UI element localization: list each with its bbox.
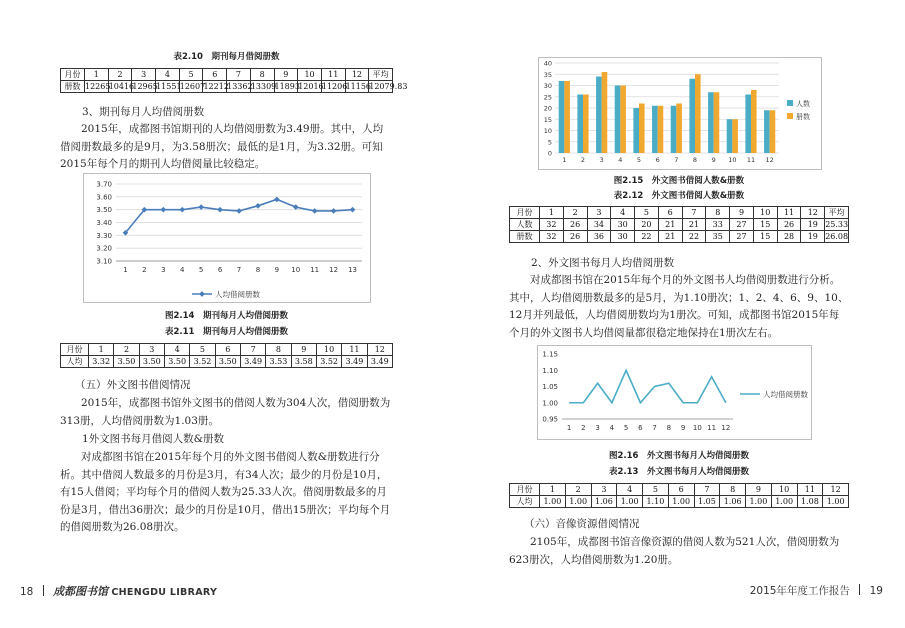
table-cell: 12965: [132, 82, 158, 91]
table-cell: 2: [114, 344, 139, 356]
table-cell: 11156: [345, 82, 372, 91]
footer-divider: [43, 585, 44, 596]
x-tick-label: 3: [595, 424, 600, 432]
table-cell: 26.08: [825, 232, 849, 241]
bar: [689, 79, 695, 153]
bar: [658, 106, 664, 153]
bar: [676, 104, 682, 154]
table-cell: 1.00: [617, 496, 643, 508]
y-tick-label: 3.20: [96, 244, 112, 253]
table-2-12: [509, 206, 849, 243]
y-tick-label: 3.10: [96, 257, 112, 266]
legend-label: 人均借阅册数: [763, 390, 808, 399]
table-cell: 3.52: [316, 356, 341, 368]
x-tick-label: 10: [692, 424, 702, 432]
table-cell: 26: [563, 231, 587, 243]
y-tick-label: 3.30: [96, 231, 112, 240]
data-point: [217, 207, 223, 213]
footer-divider-right: [859, 584, 860, 595]
table-cell: 人均: [61, 356, 89, 368]
x-tick-label: 1: [123, 266, 128, 274]
table-cell: 1.00: [823, 496, 849, 508]
table-cell: 8: [250, 69, 274, 81]
table-cell: 12016: [298, 82, 324, 91]
table-row: [61, 69, 393, 81]
table-cell: 2: [565, 484, 591, 496]
heading-2: 2、外文图书每月人均借阅册数: [531, 257, 675, 269]
table-row: [510, 496, 849, 508]
table-cell: 3.49: [367, 356, 392, 368]
table-2-11: [60, 343, 393, 368]
data-point: [312, 208, 318, 214]
table-cell: 5: [190, 344, 215, 356]
page-number-left: 18: [20, 586, 34, 598]
bar: [714, 92, 720, 153]
x-tick-label: 7: [652, 424, 657, 432]
legend-label: 人均借阅册数: [215, 290, 260, 299]
table-cell: 6: [658, 207, 682, 219]
bar: [745, 95, 751, 154]
y-tick-label: 40: [543, 59, 552, 68]
table-row: [61, 344, 393, 356]
report-title: 2015年年度工作报告: [749, 585, 850, 597]
table-cell: 11: [342, 344, 367, 356]
x-tick-label: 8: [255, 266, 261, 274]
y-tick-label: 30: [543, 82, 552, 90]
table-row: [510, 231, 849, 243]
table-cell: 1: [540, 207, 564, 219]
paragraph-4: 对成都图书馆在2015年每个月的外文图书人均借阅册数进行分析。其中，人均借阅册数最多的是5月，为1.10册次；1、2、4、6、9、10、12月并列最低，人均借阅册数均为1册次。可知，成都图书馆2015年每个月的外文图书人均借阅量都很稳定地保持在1册次左右。: [509, 274, 849, 339]
table-cell: 月份: [510, 207, 540, 219]
x-tick-label: 12: [329, 266, 339, 274]
table-row: [61, 81, 393, 93]
x-tick-label: 9: [680, 424, 686, 432]
x-tick-label: 4: [609, 424, 615, 432]
table-cell: 3.32: [89, 356, 114, 368]
x-tick-label: 4: [179, 266, 185, 274]
table-cell: 平均: [369, 69, 393, 81]
heading-1: 1外文图书每月借阅人数&册数: [82, 433, 225, 445]
table-cell: 12265: [85, 82, 111, 91]
table-cell: 1.05: [694, 496, 720, 508]
table-cell: 7: [227, 69, 251, 81]
table-cell: 8: [720, 484, 746, 496]
table-cell: 7: [240, 344, 265, 356]
x-tick-label: 9: [274, 266, 280, 274]
table-2-10: [60, 68, 408, 93]
table-cell: 3.58: [291, 356, 316, 368]
heading-3: 3、期刊每月人均借阅册数: [82, 106, 205, 118]
table-cell: 人数: [510, 219, 540, 231]
x-tick-label: 4: [618, 156, 623, 164]
y-tick-label: 0.95: [542, 415, 558, 424]
paragraph-1: 2015年，成都图书馆期刊的人均借阅册数为3.49册。其中，人均借阅册数最多的是9月，为3.58册次；最低的是1月，为3.32册。可知2015年每个月的期刊人均借阅量比较稳定。: [60, 123, 384, 170]
x-tick-label: 1: [566, 424, 572, 432]
table-cell: 3.49: [240, 356, 265, 368]
table-cell: 3.50: [139, 356, 164, 368]
table-cell: 25.33: [825, 220, 849, 229]
data-point: [331, 208, 337, 214]
table-row: [510, 484, 849, 496]
table-cell: 11: [797, 484, 823, 496]
table-cell: 11206: [321, 82, 348, 91]
table-cell: 32: [540, 231, 564, 243]
table-cell: 12607: [179, 82, 206, 91]
table-cell: 10: [753, 207, 777, 219]
table-cell: 11893: [274, 82, 300, 91]
table-cell: 22: [635, 231, 659, 243]
bar: [639, 104, 645, 154]
table-cell: 26: [563, 219, 587, 231]
figure-2-15-caption: 图2.15 外文图书借阅人数&册数: [613, 176, 745, 186]
table-row: [510, 219, 849, 231]
table-cell: 30: [611, 219, 635, 231]
y-tick-label: 5: [547, 138, 552, 147]
table-cell: 7: [694, 484, 720, 496]
x-tick-label: 13: [348, 266, 357, 274]
x-tick-label: 9: [711, 156, 716, 164]
y-tick-label: 1.15: [542, 350, 558, 359]
table-cell: 12: [823, 484, 849, 496]
bar: [559, 81, 565, 153]
table-cell: 1: [540, 484, 566, 496]
table-cell: 1.00: [771, 496, 797, 508]
table-cell: 4: [156, 69, 180, 81]
table-cell: 3: [587, 207, 611, 219]
table-cell: 19: [801, 231, 825, 243]
table-cell: 3: [132, 69, 156, 81]
y-tick-label: 1.00: [542, 399, 558, 408]
legend-swatch: [787, 113, 793, 119]
table-cell: 11: [321, 69, 345, 81]
x-tick-label: 10: [291, 266, 301, 274]
x-tick-label: 7: [236, 266, 242, 274]
bar: [652, 106, 658, 153]
table-cell: 30: [611, 231, 635, 243]
table-cell: 26: [777, 219, 801, 231]
table-cell: 1.00: [540, 496, 566, 508]
library-logo-cn: 成都图书馆: [53, 585, 109, 598]
table-cell: 7: [682, 207, 706, 219]
bar: [602, 72, 608, 153]
table-cell: 27: [730, 219, 754, 231]
table-cell: 册数: [61, 81, 85, 93]
chart-fig-2-16: [537, 345, 812, 440]
table-cell: 3: [591, 484, 617, 496]
y-tick-label: 0: [547, 149, 552, 158]
footer-left: [20, 583, 217, 599]
table-cell: 9: [274, 69, 298, 81]
paragraph-2: 2015年，成都图书馆外文图书的借阅人数为304人次，借阅册数为313册，人均借阅册数为1.03册。: [60, 397, 391, 427]
table-2-11-caption: 表2.11 期刊每月人均借阅册数: [165, 327, 288, 337]
bar: [583, 95, 589, 154]
data-point: [350, 207, 356, 213]
legend-label: 人数: [796, 100, 810, 108]
table-cell: 10: [316, 344, 341, 356]
table-cell: 1.00: [565, 496, 591, 508]
table-cell: 8: [266, 344, 291, 356]
table-cell: 12: [367, 344, 392, 356]
x-tick-label: 8: [666, 424, 672, 432]
x-tick-label: 2: [580, 156, 586, 164]
data-point: [160, 207, 166, 213]
table-cell: 月份: [510, 484, 540, 496]
table-cell: 12212: [203, 82, 229, 91]
table-cell: 28: [777, 231, 801, 243]
x-tick-label: 12: [721, 424, 731, 432]
y-tick-label: 1.10: [542, 366, 558, 375]
table-cell: 6: [203, 69, 227, 81]
bar: [596, 77, 602, 154]
bar: [615, 86, 621, 154]
footer-right: [750, 583, 883, 598]
table-cell: 4: [164, 344, 189, 356]
bar: [671, 106, 677, 153]
x-tick-label: 1: [562, 156, 567, 164]
series-line: [569, 370, 726, 403]
bar: [633, 108, 639, 153]
x-tick-label: 6: [217, 266, 223, 274]
table-cell: 12: [801, 207, 825, 219]
table-cell: 3.49: [342, 356, 367, 368]
legend-swatch: [787, 100, 793, 106]
table-cell: 10: [298, 69, 322, 81]
table-cell: 10416: [108, 82, 135, 91]
section-6-heading: （六）音像资源借阅情况: [524, 518, 640, 530]
line-chart-svg-2: [538, 346, 813, 441]
table-row: [510, 207, 849, 219]
x-tick-label: 3: [161, 266, 166, 274]
table-2-10-caption: 表2.10 期刊每月借阅册数: [173, 52, 280, 62]
table-cell: 9: [730, 207, 754, 219]
data-point: [236, 208, 242, 214]
table-cell: 33: [706, 219, 730, 231]
table-cell: 21: [658, 219, 682, 231]
table-cell: 27: [730, 231, 754, 243]
x-tick-label: 12: [765, 156, 774, 164]
legend-label: 册数: [796, 113, 810, 121]
x-tick-label: 3: [599, 156, 604, 164]
legend-marker: [199, 291, 205, 297]
library-logo-en: CHENGDU LIBRARY: [111, 587, 218, 598]
table-cell: 35: [706, 231, 730, 243]
x-tick-label: 8: [692, 156, 698, 164]
bar: [727, 119, 733, 153]
table-cell: 10: [771, 484, 797, 496]
table-cell: 32: [540, 219, 564, 231]
figure-2-14-caption: 图2.14 期刊每月人均借阅册数: [165, 311, 288, 321]
y-tick-label: 3.70: [96, 180, 112, 189]
table-2-13: [509, 483, 849, 508]
table-cell: 3.52: [190, 356, 215, 368]
table-2-13-caption: 表2.13 外文图书每月人均借阅册数: [609, 467, 749, 477]
table-cell: 册数: [510, 231, 540, 243]
table-cell: 11: [777, 207, 801, 219]
bar: [577, 95, 583, 154]
x-tick-label: 6: [638, 424, 643, 432]
table-cell: 5: [635, 207, 659, 219]
y-tick-label: 10: [543, 127, 552, 135]
paragraph-5: 2105年，成都图书馆音像资源的借阅人数为521人次，借阅册数为623册次，人均借阅册数为1.20册。: [509, 536, 840, 566]
table-cell: 1.10: [643, 496, 669, 508]
table-cell: 36: [587, 231, 611, 243]
chart-fig-2-14: [83, 173, 371, 303]
paragraph-3: 对成都图书馆在2015年每个月的外文图书借阅人数&册数进行分析。其中借阅人数最多的月份是3月，有34人次；最少的月份是10月，有15人借阅；平均每个月的借阅人数为25.33人次。借阅册数最多的月份是3月，借出36册次；最少的月份是10月，借出15册次；平均每个月的借阅册数为26.08册次。: [60, 451, 391, 533]
x-tick-label: 5: [623, 424, 629, 432]
bar: [751, 90, 757, 153]
table-cell: 1.08: [797, 496, 823, 508]
table-cell: 3.50: [114, 356, 139, 368]
table-cell: 月份: [61, 344, 89, 356]
table-cell: 13362: [227, 82, 253, 91]
x-tick-label: 2: [581, 424, 586, 432]
table-cell: 13309: [250, 82, 277, 91]
table-cell: 15: [753, 231, 777, 243]
bar: [695, 74, 701, 153]
bar: [620, 86, 626, 154]
x-tick-label: 11: [310, 266, 320, 274]
table-cell: 3.50: [215, 356, 240, 368]
x-tick-label: 11: [707, 424, 717, 432]
y-tick-label: 3.40: [96, 219, 112, 227]
x-tick-label: 7: [674, 156, 679, 164]
data-point: [179, 207, 185, 213]
data-point: [293, 204, 299, 210]
bar: [564, 81, 570, 153]
y-tick-label: 1.05: [542, 383, 558, 391]
bar: [732, 119, 738, 153]
figure-2-16-caption: 图2.16 外文图书每月人均借阅册数: [609, 451, 749, 461]
chart-fig-2-15: [538, 57, 822, 170]
table-row: [61, 356, 393, 368]
line-chart-svg: [84, 174, 372, 304]
bar: [708, 92, 714, 153]
y-tick-label: 15: [543, 115, 552, 124]
table-cell: 2: [108, 69, 132, 81]
table-cell: 人均: [510, 496, 540, 508]
table-cell: 6: [215, 344, 240, 356]
bar: [764, 110, 770, 153]
table-cell: 1.06: [591, 496, 617, 508]
data-point: [255, 203, 261, 209]
bar: [770, 110, 776, 153]
table-cell: 9: [746, 484, 772, 496]
table-cell: 1.06: [720, 496, 746, 508]
table-cell: 3.50: [164, 356, 189, 368]
table-cell: 5: [643, 484, 669, 496]
table-cell: 2: [563, 207, 587, 219]
table-cell: 34: [587, 219, 611, 231]
table-cell: 21: [682, 219, 706, 231]
table-cell: 6: [668, 484, 694, 496]
y-tick-label: 25: [543, 93, 552, 102]
table-cell: 1.00: [668, 496, 694, 508]
y-tick-label: 3.50: [96, 206, 112, 215]
x-tick-label: 10: [728, 156, 737, 164]
page-number-right: 19: [869, 585, 883, 597]
table-cell: 平均: [825, 207, 849, 219]
table-cell: 11551: [156, 82, 182, 91]
table-cell: 1.00: [746, 496, 772, 508]
x-tick-label: 2: [142, 266, 147, 274]
x-tick-label: 11: [746, 156, 756, 164]
table-cell: 15: [753, 219, 777, 231]
table-cell: 12079.83: [369, 82, 408, 91]
table-cell: 5: [179, 69, 203, 81]
table-cell: 4: [611, 207, 635, 219]
x-tick-label: 5: [198, 266, 204, 274]
table-cell: 22: [682, 231, 706, 243]
table-cell: 21: [658, 231, 682, 243]
y-tick-label: 20: [543, 104, 552, 113]
section-5-heading: （五）外文图书借阅情况: [75, 379, 191, 391]
table-2-12-caption: 表2.12 外文图书借阅人数&册数: [613, 191, 745, 201]
table-cell: 12: [345, 69, 369, 81]
x-tick-label: 6: [655, 156, 660, 164]
x-tick-label: 5: [636, 156, 642, 164]
y-tick-label: 35: [543, 70, 552, 79]
table-cell: 3: [139, 344, 164, 356]
table-cell: 20: [635, 219, 659, 231]
table-cell: 19: [801, 219, 825, 231]
table-cell: 4: [617, 484, 643, 496]
series-line: [125, 199, 352, 232]
y-tick-label: 3.60: [96, 193, 112, 202]
data-point: [198, 204, 204, 210]
data-point: [274, 197, 280, 203]
table-cell: 月份: [61, 69, 85, 81]
table-cell: 8: [706, 207, 730, 219]
table-cell: 9: [291, 344, 316, 356]
bar-chart-svg: [539, 58, 823, 171]
table-cell: 1: [85, 69, 109, 81]
table-cell: 1: [89, 344, 114, 356]
table-cell: 3.53: [266, 356, 291, 368]
